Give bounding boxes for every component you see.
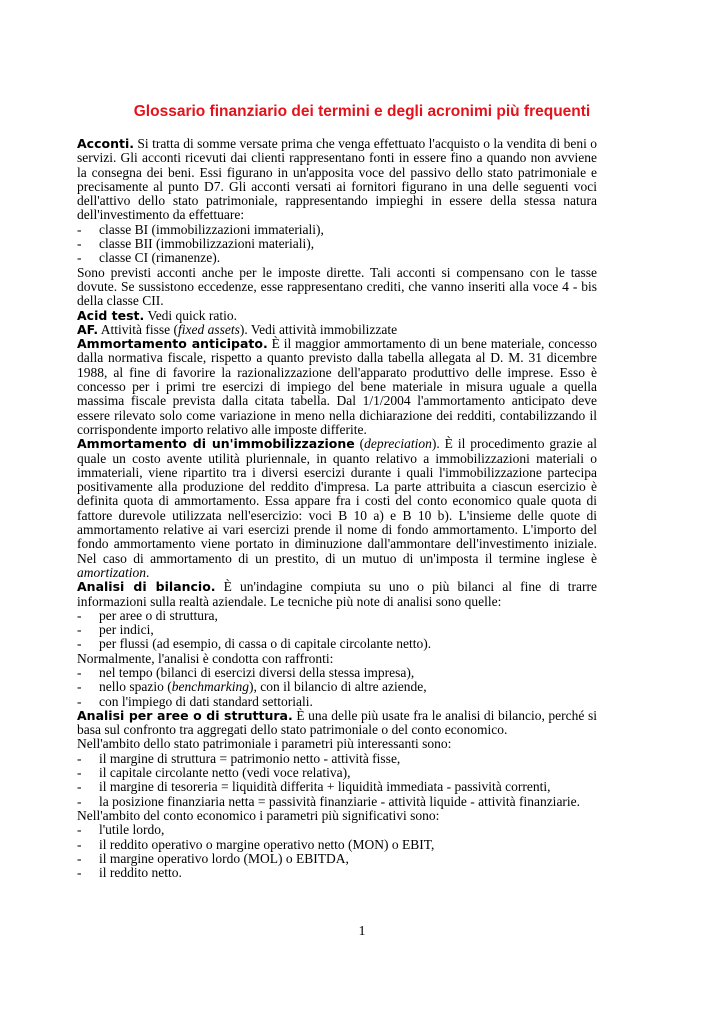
page-title: Glossario finanziario dei termini e degli acronimi più frequenti	[133, 103, 591, 120]
list-item: - l'utile lordo,	[77, 822, 165, 838]
analisi-aree-ce-intro: Nell'ambito del conto economico i parametri più significativi sono:	[77, 807, 440, 823]
term-ammortamento-anticipato: Ammortamento anticipato.	[77, 336, 268, 352]
entry-ammortamento-immobilizzazione: Ammortamento di un'immobilizzazione (depreciation). È il procedimento grazie al quale un costo avente utilità pluriennale, in quanto relativo a immobilizzazioni materiali o immateriali, viene ripartito tra i diversi esercizi durante i quali l'immobilizzazione partecipa positivamente alla produzione del reddito d'impresa. La parte attribuita a ciascun esercizio è definita quota di ammortamento. Essa appare fra i costi del conto economico quale quota di fattore durevole utilizzata nell'esercizio: voci B 10 a) e B 10 b). L'insieme delle quote di ammortamento relative ai vari esercizi prende il nome di fondo ammortamento. L'importo del fondo ammortamento viene portato in diminuzione dall'ammontare dell'investimento iniziale. Nel caso di ammortamento di un prestito, di un mutuo di un'imposta il termine inglese è amortization.	[77, 436, 598, 580]
list-item: - il reddito netto.	[77, 865, 182, 881]
list-item: - il margine di tesoreria = liquidità differita + liquidità immediata - passività correnti,	[77, 779, 551, 795]
term-acid-test: Acid test.	[77, 307, 145, 323]
list-item: - la posizione finanziaria netta = passività finanziarie - attività liquide - attività finanziarie.	[77, 793, 581, 809]
acconti-after: Sono previsti acconti anche per le imposte dirette. Tali acconti si compensano con le tasse dovute. Se sussistono eccedenze, esse rappresentano crediti, che vanno inseriti alla voce 4 - bis della classe CII.	[77, 264, 597, 309]
entry-acid-test: Acid test. Vedi quick ratio.	[77, 307, 238, 323]
term-ammortamento-immobilizzazione: Ammortamento di un'immobilizzazione	[77, 436, 355, 452]
entry-acconti	[77, 137, 597, 223]
list-item: - classe BII (immobilizzazioni materiali),	[77, 236, 315, 252]
page-number: 1	[358, 924, 366, 939]
list-item: - classe CI (rimanenze).	[77, 250, 221, 266]
acconti-text: Si tratta di somme versate prima che venga effettuato l'acquisto o la vendita di beni o servizi. Gli acconti ricevuti dai clienti rappresentano fonti in essere fino a quando non avviene la consegna dei beni. Essi figurano in un'apposita voce del passivo dello stato patrimoniale e precisamente al punto D7. Gli acconti versati ai fornitori figurano in una delle seguenti voci dell'attivo dello stato patrimoniale, rappresentando impieghi in essere della stessa natura dell'investimento da effettuare:	[77, 136, 597, 223]
term-af: AF.	[77, 321, 99, 337]
list-item: - il reddito operativo o margine operativo netto (MON) o EBIT,	[77, 836, 435, 852]
list-item: - il margine di struttura = patrimonio netto - attività fisse,	[77, 750, 401, 766]
list-item: - nello spazio (benchmarking), con il bilancio di altre aziende,	[77, 679, 427, 695]
list-item: - con l'impiego di dati standard settoriali.	[77, 693, 313, 709]
term-analisi-aree: Analisi per aree o di struttura.	[77, 707, 293, 723]
analisi-aree-sp-intro: Nell'ambito dello stato patrimoniale i parametri più interessanti sono:	[77, 736, 452, 752]
list-item: - il margine operativo lordo (MOL) o EBITDA,	[77, 850, 349, 866]
list-item: - per flussi (ad esempio, di cassa o di capitale circolante netto).	[77, 636, 432, 652]
entry-analisi-aree: Analisi per aree o di struttura. È una delle più usate fra le analisi di bilancio, perché si basa sul confronto tra aggregati dello stato patrimoniale o del conto economico.	[77, 707, 597, 738]
entry-ammortamento-anticipato: Ammortamento anticipato. È il maggior ammortamento di un bene materiale, concesso dalla normativa fiscale, rispetto a quanto previsto dalla tabella allegata al D. M. 31 dicembre 1988, al fine di favorire la razionalizzazione dell'apparato produttivo delle imprese. Esso è concesso per i primi tre esercizi di impiego del bene materiale in misura uguale a quella massima fiscale prevista dalla citata tabella. Dal 1/1/2004 l'ammortamento anticipato deve essere rilevato solo come variazione in meno nella dichiarazione dei redditi, contabilizzando il corrispondente importo relativo alle imposte differite.	[77, 336, 597, 437]
term-analisi-bilancio: Analisi di bilancio.	[77, 579, 216, 595]
term-acconti: Acconti.	[77, 136, 134, 151]
list-item: - per aree o di struttura,	[77, 607, 218, 623]
list-item: - per indici,	[77, 622, 154, 638]
glossary-body	[77, 137, 597, 880]
entry-af: AF. Attività fisse (fixed assets). Vedi attività immobilizzate	[77, 321, 398, 337]
entry-analisi-bilancio: Analisi di bilancio. È un'indagine compiuta su uno o più bilanci al fine di trarre informazioni sulla realtà aziendale. Le tecniche più note di analisi sono quelle:	[77, 579, 598, 609]
analisi-bilancio-after: Normalmente, l'analisi è condotta con raffronti:	[77, 650, 334, 666]
list-item: - nel tempo (bilanci di esercizi diversi della stessa impresa),	[77, 664, 415, 680]
list-item: - classe BI (immobilizzazioni immateriali),	[77, 221, 324, 237]
list-item: - il capitale circolante netto (vedi voce relativa),	[77, 765, 351, 781]
